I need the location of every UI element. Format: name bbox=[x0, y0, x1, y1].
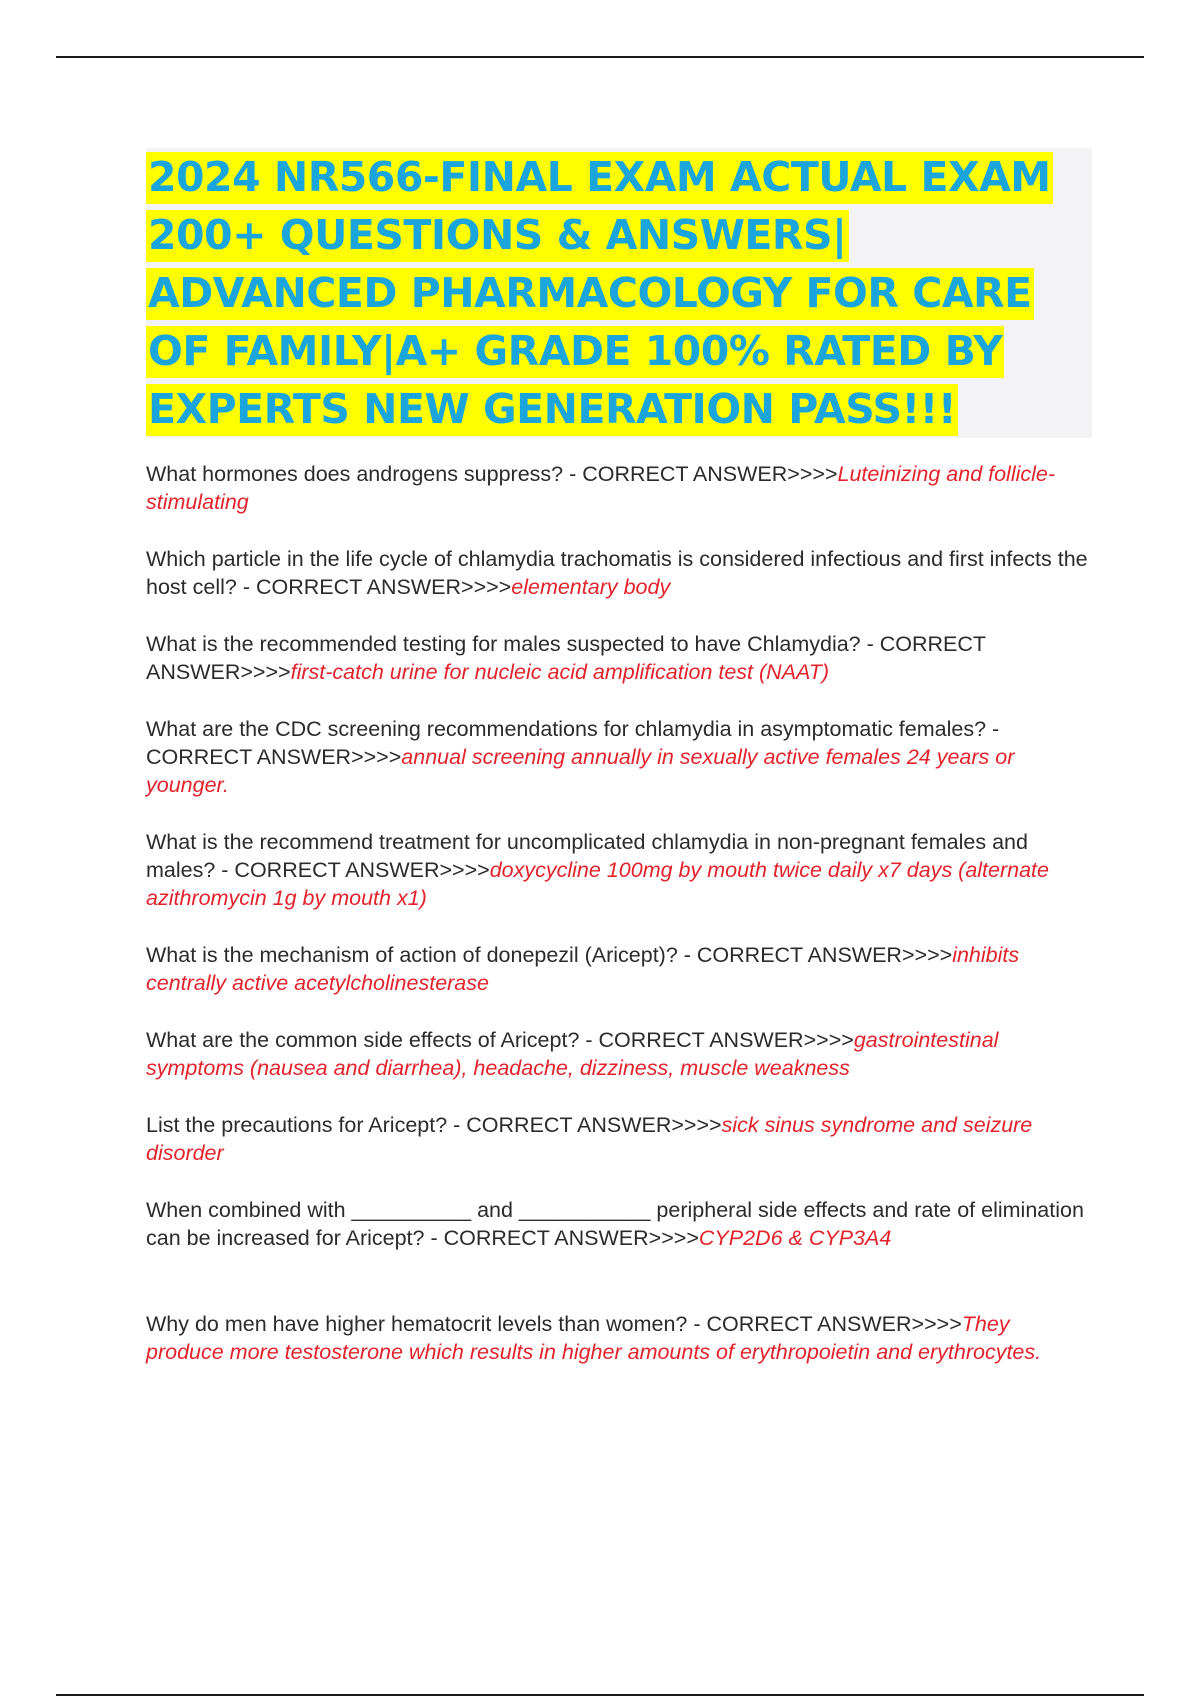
qa-item bbox=[146, 545, 1092, 601]
answer-marker: - CORRECT ANSWER>>>> bbox=[563, 462, 838, 486]
question-text: What are the CDC screening recommendations for chlamydia in asymptomatic females? bbox=[146, 717, 987, 741]
title-block bbox=[146, 148, 1092, 438]
qa-item bbox=[146, 941, 1092, 997]
question-text: What is the recommended testing for males suspected to have Chlamydia? bbox=[146, 632, 861, 656]
bottom-rule bbox=[56, 1694, 1144, 1696]
answer-text: inhibits centrally active acetylcholinesterase bbox=[146, 943, 1020, 995]
answer-text: first-catch urine for nucleic acid amplification test (NAAT) bbox=[290, 660, 830, 684]
qa-item bbox=[146, 1196, 1092, 1252]
answer-marker: - CORRECT ANSWER>>>> bbox=[236, 575, 512, 599]
document-title bbox=[146, 148, 1092, 438]
answer-marker: - CORRECT ANSWER>>>> bbox=[146, 632, 986, 684]
qa-item bbox=[146, 1026, 1092, 1082]
answer-text: sick sinus syndrome and seizure disorder bbox=[146, 1113, 1033, 1165]
title-highlight: 2024 NR566-FINAL EXAM ACTUAL EXAM 200+ QUESTIONS & ANSWERS| ADVANCED PHARMACOLOGY FOR CARE OF FAMILY|A+ GRADE 100% RATED BY EXPERTS NEW GENERATION PASS!!! bbox=[146, 152, 1053, 436]
answer-marker: - CORRECT ANSWER>>>> bbox=[447, 1113, 722, 1137]
answer-marker: - CORRECT ANSWER>>>> bbox=[215, 858, 490, 882]
question-text: What is the recommend treatment for uncomplicated chlamydia in non-pregnant females and males? bbox=[146, 830, 1028, 882]
top-rule bbox=[56, 56, 1144, 58]
answer-text: CYP2D6 & CYP3A4 bbox=[698, 1226, 892, 1250]
qa-item bbox=[146, 460, 1092, 516]
answer-marker: - CORRECT ANSWER>>>> bbox=[579, 1028, 854, 1052]
answer-text: annual screening annually in sexually active females 24 years or younger. bbox=[146, 745, 1015, 797]
question-text: What are the common side effects of Aricept? bbox=[146, 1028, 580, 1052]
answer-text: They produce more testosterone which results in higher amounts of erythropoietin and erythrocytes. bbox=[146, 1312, 1042, 1364]
question-text: Which particle in the life cycle of chlamydia trachomatis is considered infectious and first infects the host cell? bbox=[146, 547, 1088, 599]
answer-marker: - CORRECT ANSWER>>>> bbox=[424, 1226, 699, 1250]
answer-text: Luteinizing and follicle-stimulating bbox=[146, 462, 1056, 514]
qa-item bbox=[146, 715, 1092, 799]
qa-item bbox=[146, 1310, 1092, 1366]
answer-marker: - CORRECT ANSWER>>>> bbox=[146, 717, 1000, 769]
question-text: What is the mechanism of action of donepezil (Aricept)? bbox=[146, 943, 678, 967]
answer-marker: - CORRECT ANSWER>>>> bbox=[687, 1312, 962, 1336]
answer-text: elementary body bbox=[511, 575, 671, 599]
qa-item bbox=[146, 828, 1092, 912]
answer-text: gastrointestinal symptoms (nausea and diarrhea), headache, dizziness, muscle weakness bbox=[146, 1028, 999, 1080]
answer-text: doxycycline 100mg by mouth twice daily x7 days (alternate azithromycin 1g by mouth x1) bbox=[146, 858, 1049, 910]
document-body bbox=[146, 148, 1092, 1395]
qa-item bbox=[146, 630, 1092, 686]
question-text: When combined with __________ and ___________ peripheral side effects and rate of elimination can be increased for Aricept? bbox=[146, 1198, 1084, 1250]
qa-list bbox=[146, 460, 1092, 1366]
qa-item bbox=[146, 1111, 1092, 1167]
question-text: What hormones does androgens suppress? bbox=[146, 462, 564, 486]
answer-marker: - CORRECT ANSWER>>>> bbox=[677, 943, 953, 967]
question-text: List the precautions for Aricept? bbox=[146, 1113, 448, 1137]
question-text: Why do men have higher hematocrit levels than women? bbox=[146, 1312, 688, 1336]
